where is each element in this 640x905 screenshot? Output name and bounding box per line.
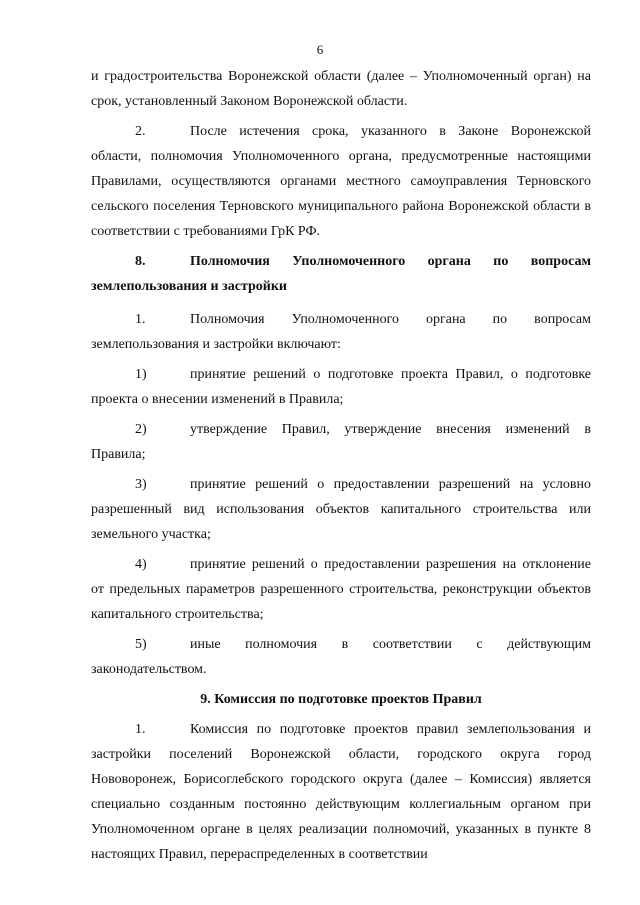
paragraph-8-1 [91, 307, 591, 357]
section-number: 8. [135, 254, 146, 269]
list-item-text: принятие решений о предоставлении разрешения на отклонение от предельных параметров разрешенного строительства, реконструкции объектов капитального строительства; [91, 557, 591, 622]
paragraph-number: 2. [135, 124, 146, 139]
list-item-text: принятие решений о подготовке проекта Правил, о подготовке проекта о внесении изменений в Правила; [91, 367, 591, 407]
list-item-number: 1) [135, 367, 147, 382]
list-item-number: 3) [135, 477, 147, 492]
paragraph-intro: и градостроительства Воронежской области (далее – Уполномоченный орган) на срок, установленный Законом Воронежской области. [91, 69, 591, 109]
paragraph-number: 1. [135, 312, 146, 327]
list-item [91, 552, 591, 627]
list-item-text: утверждение Правил, утверждение внесения изменений в Правила; [91, 422, 591, 462]
paragraph-text: Комиссия по подготовке проектов правил землепользования и застройки поселений Воронежской области, городского округа город Нововоронеж, Борисоглебского городского округа (далее – Комиссия) является специально созданным постоянно действующим коллегиальным органом при Уполномоченном органе в целях реализации полномочий, указанных в пункте 8 настоящих Правил, перераспределенных в соответствии [91, 722, 591, 862]
list-item [91, 472, 591, 547]
section-title: Полномочия Уполномоченного органа по вопросам землепользования и застройки [91, 254, 591, 294]
paragraph-number: 1. [135, 722, 146, 737]
paragraph-9-1 [91, 717, 591, 867]
section-8-heading [91, 249, 591, 299]
list-item [91, 417, 591, 467]
list-item-number: 2) [135, 422, 147, 437]
list-item-number: 4) [135, 557, 147, 572]
page-number: 6 [316, 42, 324, 57]
document-body [91, 64, 591, 867]
paragraph-7-2 [91, 119, 591, 244]
list-item [91, 632, 591, 682]
paragraph-text: После истечения срока, указанного в Законе Воронежской области, полномочия Уполномоченного органа, предусмотренные настоящими Правилами, осуществляются органами местного самоуправления Терновского сельского поселения Терновского муниципального района Воронежской области в соответствии с требованиями ГрК РФ. [91, 124, 591, 239]
paragraph-text: Полномочия Уполномоченного органа по вопросам землепользования и застройки включают: [91, 312, 591, 352]
list-item-text: иные полномочия в соответствии с действующим законодательством. [91, 637, 591, 677]
list-item [91, 362, 591, 412]
list-item-text: принятие решений о предоставлении разрешений на условно разрешенный вид использования объектов капитального строительства или земельного участка; [91, 477, 591, 542]
section-9-heading: 9. Комиссия по подготовке проектов Правил [200, 692, 482, 707]
list-item-number: 5) [135, 637, 147, 652]
